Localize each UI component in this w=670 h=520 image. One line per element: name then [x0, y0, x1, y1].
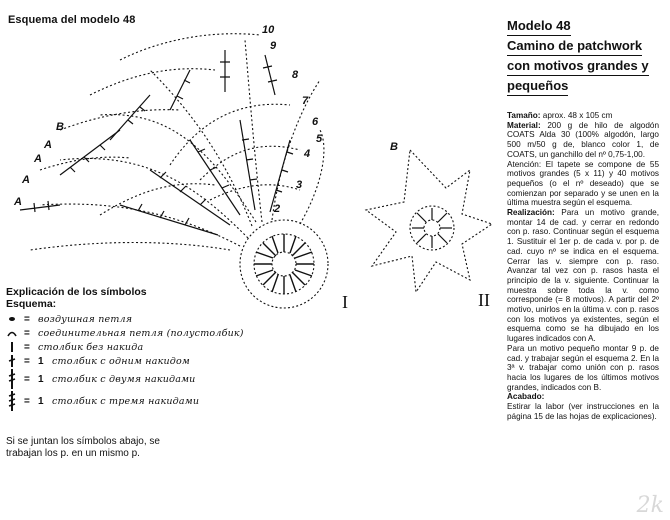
row-label-2: 2 — [274, 203, 281, 215]
material-paragraph: Material: 200 g de hilo de algodón COATS Alda 30 (100% algodón, largo 500 m/50 g de, blanco color 1, de COATS, un ganchillo del nº 0,75-1,00. — [507, 120, 659, 159]
legend-row-tr: = 1 столбик с двумя накидами — [6, 368, 346, 390]
diagram-label-1: I — [342, 292, 348, 312]
watermark: 2k — [636, 493, 664, 518]
title-line: pequeños — [507, 78, 568, 96]
letter-a: A — [22, 174, 30, 186]
legend-text: столбик без накида — [38, 341, 144, 353]
small-motif-paragraph: Para un motivo pequeño montar 9 p. de cad. y trabajar según el esquema 2. En la 3ª v. trabajar como unión con p. rasos hacia los lugares de los últimos motivos grandes, indicados con B. — [507, 343, 659, 392]
attention-paragraph: Atención: El tapete se compone de 55 motivos grandes (5 x 11) y 40 motivos pequeños (o el nº deseado) que se comienzan por separado y se unen en la última muestra según el esquema. — [507, 159, 659, 208]
finishing-paragraph: Estirar la labor (ver instrucciones en la página 15 de las hojas de explicaciones). — [507, 402, 659, 421]
legend-text: воздушная петля — [38, 313, 133, 325]
diagram-label-2: II — [478, 290, 490, 310]
realization-paragraph: Realización: Para un motivo grande, montar 14 de cad. y cerrar en redondo con p. raso. Continuar según el esquema 1. Sustituir el 1er p. de cada v. por p. de cad. cuyo nº se indica en el esquema. Cerrar las v. siempre con p. raso. Avanzar tal vez con p. rasos hasta el principio de la v. siguiente. Continuar la muestra sobre toda la v. como corresponde (= 8 motivos). A partir del 2º motivo, unirlos en la última v. con p. rasos con los motivos ya existentes, según el esquema como se ha dibujado en los lugares indicados con A. — [507, 208, 659, 344]
row-label-9: 9 — [270, 40, 277, 52]
legend-row-dc: = 1 столбик с одним накидом — [6, 354, 346, 368]
article-column — [500, 0, 670, 520]
row-label-7: 7 — [302, 95, 309, 107]
slip-stitch-icon — [6, 326, 24, 340]
row-label-10: 10 — [262, 24, 275, 36]
title-line: Modelo 48 — [507, 18, 571, 36]
article-title — [507, 18, 665, 98]
legend-subtitle: Esquema: — [6, 298, 57, 310]
row-label-4: 4 — [304, 148, 311, 160]
letter-a: A — [34, 153, 42, 165]
legend-row-slip: = соединительная петля (полустолбик) — [6, 326, 346, 340]
legend-text: столбик с тремя накидами — [52, 395, 200, 407]
legend-row-chain: = воздушная петля — [6, 312, 346, 326]
row-label-8: 8 — [292, 69, 299, 81]
symbol-legend — [6, 286, 346, 459]
legend-row-dtr: = 1 столбик с тремя накидами — [6, 390, 346, 412]
title-line: con motivos grandes y — [507, 58, 649, 76]
article-body — [507, 111, 659, 422]
finishing-heading: Acabado: — [507, 392, 545, 402]
diagram-header: Esquema del modelo 48 — [8, 14, 136, 26]
legend-note: Si se juntan los símbolos abajo, se trabajan los p. en un mismo p. — [6, 436, 160, 459]
legend-title: Explicación de los símbolos — [6, 286, 147, 298]
double-treble-icon — [6, 390, 24, 412]
title-line: Camino de patchwork — [507, 38, 642, 56]
double-crochet-icon — [6, 354, 24, 368]
legend-text: столбик с двумя накидами — [52, 373, 196, 385]
row-label-3: 3 — [296, 179, 303, 191]
letter-b: B — [390, 141, 398, 153]
crochet-diagram — [0, 0, 500, 330]
legend-text: соединительная петля (полустолбик) — [38, 327, 244, 339]
single-crochet-icon — [6, 340, 24, 354]
letter-a: A — [44, 139, 52, 151]
size-paragraph: Tamaño: aprox. 48 x 105 cm — [507, 111, 613, 120]
legend-row-sc: = столбик без накида — [6, 340, 346, 354]
row-label-5: 5 — [316, 133, 323, 145]
row-label-6: 6 — [312, 116, 319, 128]
treble-crochet-icon — [6, 368, 24, 390]
chain-stitch-icon — [6, 312, 24, 326]
letter-b: B — [56, 121, 64, 133]
letter-a: A — [14, 196, 22, 208]
legend-text: столбик с одним накидом — [52, 355, 190, 367]
